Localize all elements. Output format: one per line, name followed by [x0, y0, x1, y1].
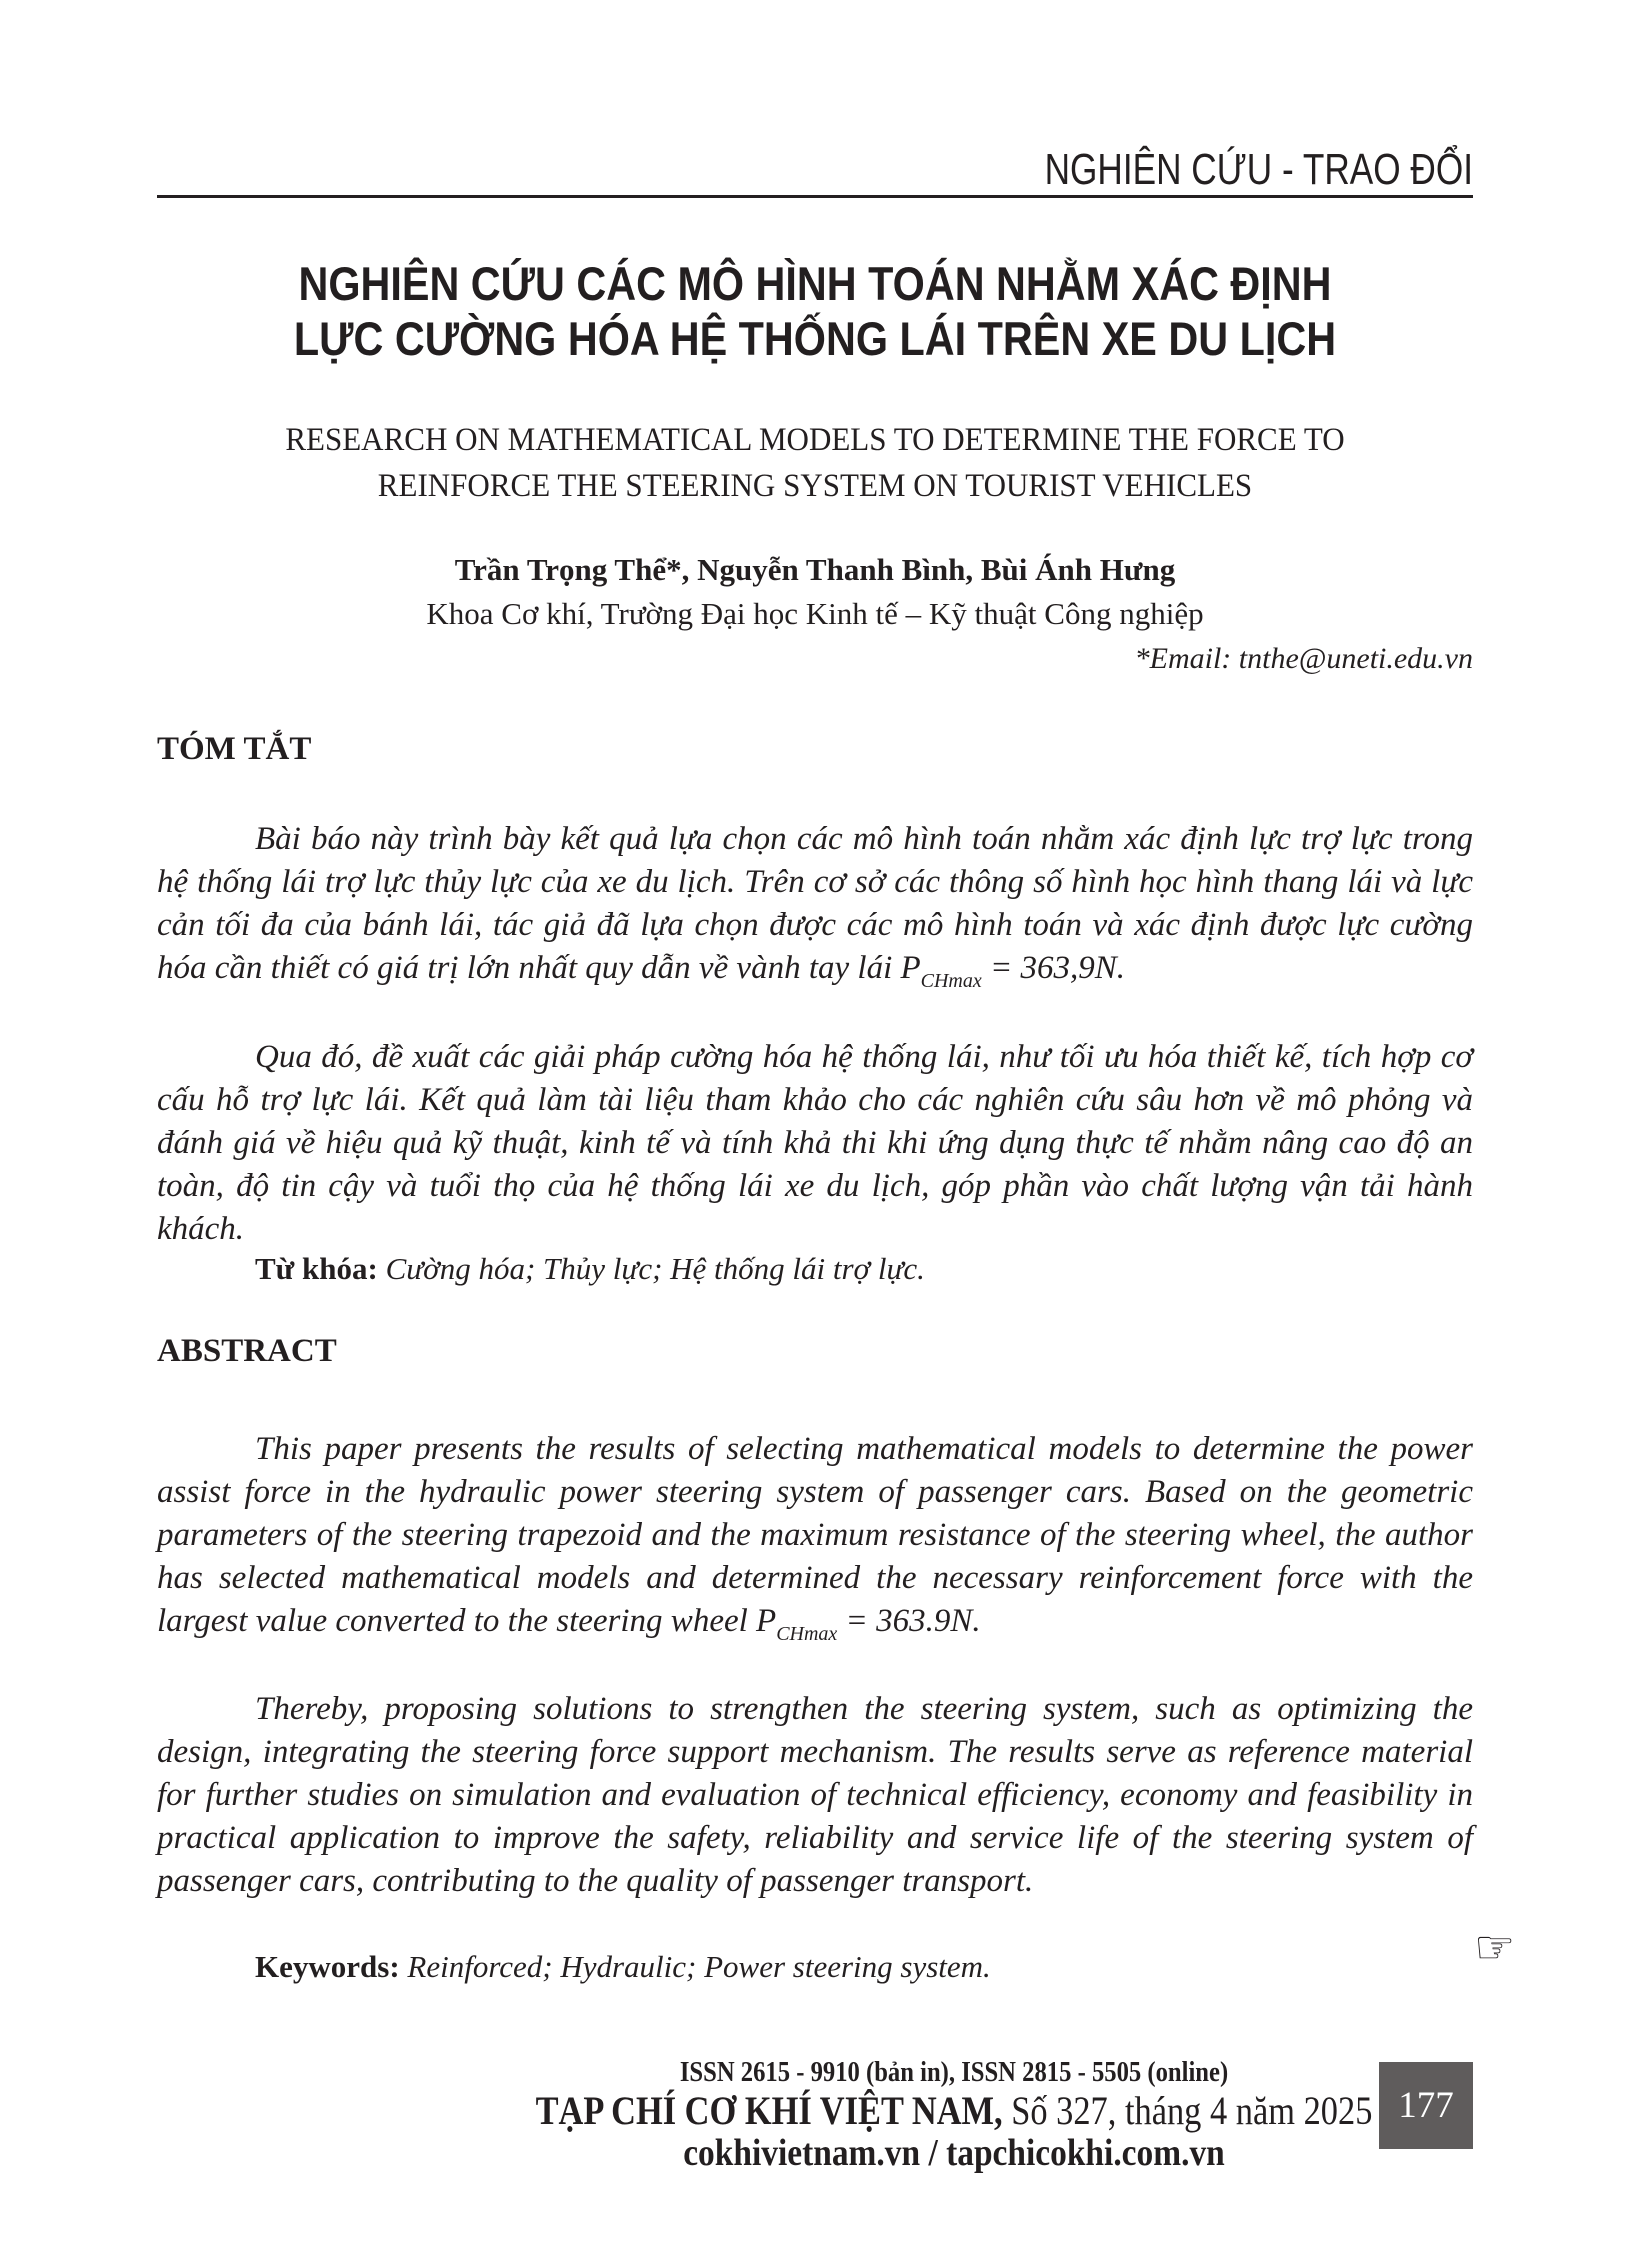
abstract-p1-value: = 363.9N. — [837, 1603, 981, 1639]
pointing-hand-icon: ☞ — [1474, 1920, 1516, 1974]
article-title-en — [49, 417, 1581, 509]
formula-subscript-chmax-en: CHmax — [776, 1623, 838, 1645]
abstract-paragraph-1 — [157, 1428, 1473, 1656]
journal-section-label: NGHIÊN CỨU - TRAO ĐỔI — [1044, 145, 1473, 194]
article-title-vi-line2: LỰC CƯỜNG HÓA HỆ THỐNG LÁI TRÊN XE DU LỊCH — [293, 312, 1337, 365]
tukhoa-line — [157, 1250, 1473, 1288]
abstract-heading: ABSTRACT — [157, 1333, 337, 1369]
keywords-line — [157, 1948, 1473, 1986]
article-title-vi — [98, 256, 1532, 366]
tomtat-p1-value: = 363,9N. — [981, 950, 1126, 986]
tomtat-paragraph-1 — [157, 818, 1473, 1003]
footer-issn: ISSN 2615 - 9910 (bản in), ISSN 2815 - 5505 (online) — [679, 2057, 1229, 2088]
formula-subscript-chmax-vi: CHmax — [920, 970, 982, 992]
tomtat-p1-text: Bài báo này trình bày kết quả lựa chọn các mô hình toán nhằm xác định lực trợ lực trong hệ thống lái trợ lực thủy lực của xe du lịch. Trên cơ sở các thông số hình học hình thang lái và lực cản tối đa của bánh lái, tác giả đã lựa chọn được các mô hình toán và xác định được lực cường hóa cần thiết có giá trị lớn nhất quy dẫn về vành tay lái P — [157, 821, 1473, 986]
footer-journal-line — [498, 2089, 1410, 2133]
tukhoa-keywords: Cường hóa; Thủy lực; Hệ thống lái trợ lực. — [377, 1251, 925, 1286]
footer-urls: cokhivietnam.vn / tapchicokhi.com.vn — [683, 2132, 1225, 2174]
tomtat-heading: TÓM TẮT — [157, 731, 312, 767]
header-rule — [157, 195, 1473, 198]
article-title-vi-line1: NGHIÊN CỨU CÁC MÔ HÌNH TOÁN NHẰM XÁC ĐỊNH — [298, 257, 1332, 310]
article-title-en-line2: REINFORCE THE STEERING SYSTEM ON TOURIST VEHICLES — [377, 468, 1253, 504]
tomtat-paragraph-2: Qua đó, đề xuất các giải pháp cường hóa hệ thống lái, như tối ưu hóa thiết kế, tích hợp cơ cấu hỗ trợ lực lái. Kết quả làm tài liệu tham khảo cho các nghiên cứu sâu hơn về mô phỏng và đánh giá về hiệu quả kỹ thuật, kinh tế và tính khả thi khi ứng dụng thực tế nhằm nâng cao độ an toàn, độ tin cậy và tuổi thọ của hệ thống lái xe du lịch, góp phần vào chất lượng vận tải hành khách. — [157, 1039, 1473, 1247]
authors: Trần Trọng Thể*, Nguyễn Thanh Bình, Bùi Ánh Hưng — [454, 552, 1176, 587]
footer-issue-info: Số 327, tháng 4 năm 2025 — [1002, 2088, 1373, 2133]
abstract-p1-text: This paper presents the results of selecting mathematical models to determine the power assist force in the hydraulic power steering system of passenger cars. Based on the geometric parameters of the steering trapezoid and the maximum resistance of the steering wheel, the author has selected mathematical models and determined the necessary reinforcement force with the largest value converted to the steering wheel P — [157, 1431, 1473, 1639]
abstract-paragraph-2: Thereby, proposing solutions to strengthen the steering system, such as optimizing the design, integrating the steering force support mechanism. The results serve as reference material for further studies on simulation and evaluation of technical efficiency, economy and feasibility in practical application to improve the safety, reliability and service life of the steering system of passenger cars, contributing to the quality of passenger transport. — [157, 1691, 1473, 1899]
email: *Email: tnthe@uneti.edu.vn — [1134, 642, 1473, 675]
keywords-value: Reinforced; Hydraulic; Power steering system. — [399, 1949, 991, 1984]
affiliation: Khoa Cơ khí, Trường Đại học Kinh tế – Kỹ thuật Công nghiệp — [426, 596, 1204, 631]
page-number: 177 — [1398, 2085, 1454, 2126]
tukhoa-label: Từ khóa: — [255, 1251, 378, 1286]
keywords-label: Keywords: — [255, 1949, 400, 1984]
footer-journal-name: TẠP CHÍ CƠ KHÍ VIỆT NAM, — [535, 2088, 1003, 2133]
article-title-en-line1: RESEARCH ON MATHEMATICAL MODELS TO DETERMINE THE FORCE TO — [285, 422, 1345, 458]
page-number-box — [1379, 2062, 1473, 2149]
